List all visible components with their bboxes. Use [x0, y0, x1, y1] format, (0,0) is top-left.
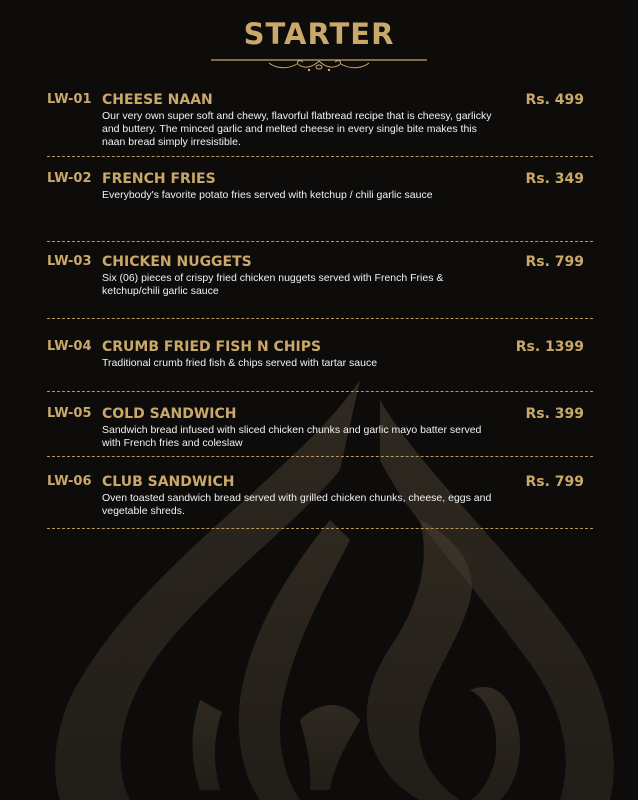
item-name: COLD SANDWICH [102, 406, 237, 422]
item-name: CRUMB FRIED FISH N CHIPS [102, 339, 322, 355]
item-price: Rs. 1399 [515, 339, 584, 355]
item-description: Six (06) pieces of crispy fried chicken nuggets served with French Fries & ketchup/chili garlic sauce [102, 272, 444, 297]
item-code: LW-02 [47, 171, 92, 186]
ornament-divider-icon [209, 54, 429, 74]
item-description: Sandwich bread infused with sliced chicken chunks and garlic mayo batter served with French fries and coleslaw [102, 424, 482, 449]
item-description: Everybody's favorite potato fries served with ketchup / chili garlic sauce [102, 189, 433, 201]
item-price: Rs. 799 [525, 254, 584, 270]
menu-header [0, 14, 638, 74]
item-name: CHICKEN NUGGETS [102, 254, 252, 270]
menu-item [47, 472, 593, 529]
item-code: LW-03 [47, 254, 92, 269]
item-code: LW-06 [47, 474, 92, 489]
menu-list [47, 90, 593, 529]
item-code: LW-01 [47, 92, 92, 107]
item-price: Rs. 499 [525, 92, 584, 108]
item-description: Traditional crumb fried fish & chips served with tartar sauce [102, 357, 378, 369]
item-price: Rs. 349 [525, 171, 584, 187]
item-price: Rs. 799 [525, 474, 584, 490]
item-description: Our very own super soft and chewy, flavorful flatbread recipe that is cheesy, garlicky and buttery. The minced garlic and melted cheese in every single bite makes this naan bread simply irresistible. [102, 110, 492, 148]
item-price: Rs. 399 [525, 406, 584, 422]
item-name: CLUB SANDWICH [102, 474, 235, 490]
section-title: STARTER [243, 17, 395, 51]
item-description: Oven toasted sandwich bread served with grilled chicken chunks, cheese, eggs and vegetable shreds. [102, 492, 492, 517]
menu-item [47, 337, 593, 392]
item-name: CHEESE NAAN [102, 92, 213, 108]
menu-item [47, 169, 593, 242]
menu-item [47, 90, 593, 157]
item-code: LW-04 [47, 339, 92, 354]
menu-item [47, 252, 593, 319]
item-name: FRENCH FRIES [102, 171, 216, 187]
menu-item [47, 404, 593, 457]
item-code: LW-05 [47, 406, 92, 421]
